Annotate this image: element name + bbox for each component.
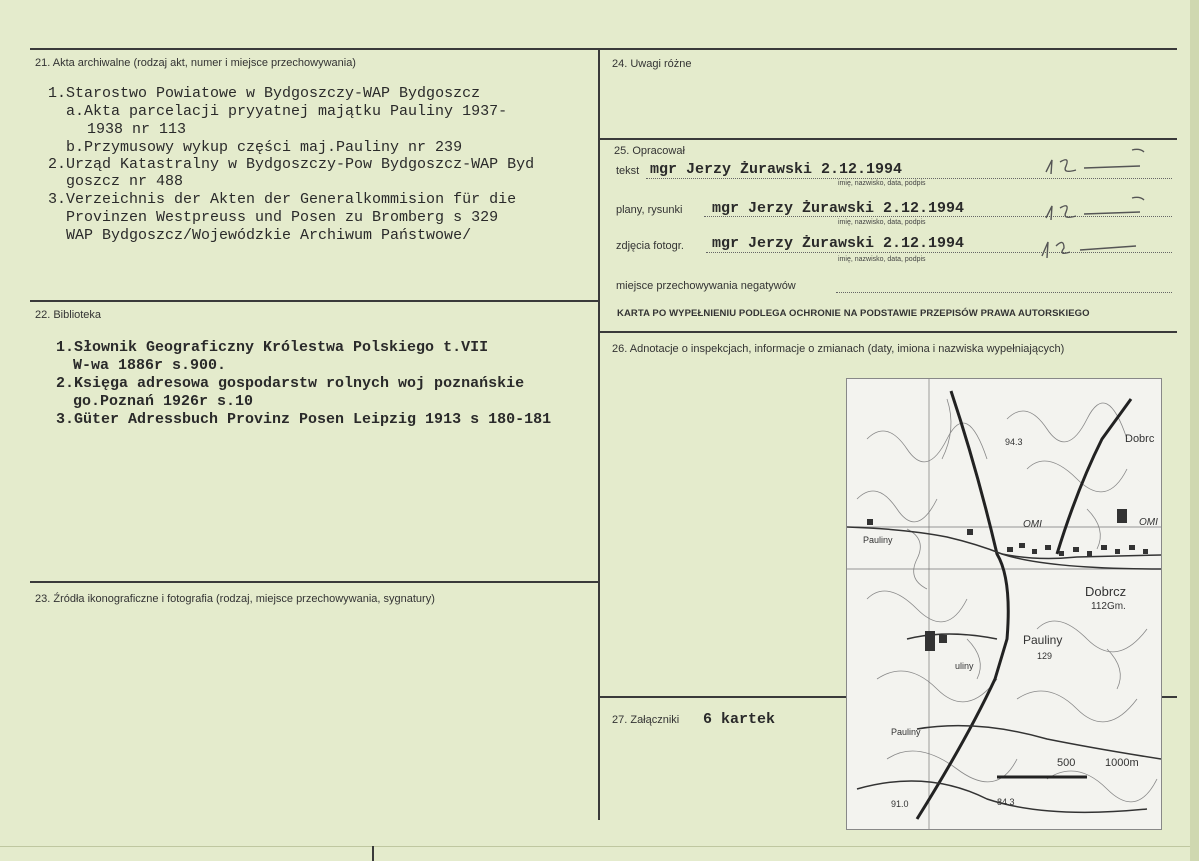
map-label-uliny: uliny bbox=[955, 661, 974, 671]
section-23-label: 23. Źródła ikonograficzne i fotografia (rodzaj, miejsce przechowywania, sygnatury) bbox=[35, 593, 435, 605]
section-21-line-5: 2.Urząd Katastralny w Bydgoszczy-Pow Bydgoszcz-WAP Byd bbox=[48, 156, 535, 173]
map-label-elev-943: 94.3 bbox=[1005, 437, 1023, 447]
zdjecia-value: mgr Jerzy Żurawski 2.12.1994 bbox=[712, 235, 965, 252]
map-label-elev-129: 129 bbox=[1037, 651, 1053, 661]
section-27-value: 6 kartek bbox=[703, 711, 776, 728]
section-21-label: 21. Akta archiwalne (rodzaj akt, numer i miejsce przechowywania) bbox=[35, 57, 356, 69]
map-label-scale-1000: 1000m bbox=[1105, 757, 1139, 769]
map-label-pauliny-bottom: Pauliny bbox=[891, 727, 921, 737]
section-25-label: 25. Opracował bbox=[614, 145, 685, 157]
section-22-label: 22. Biblioteka bbox=[35, 309, 102, 321]
zdjecia-sub: imię, nazwisko, data, podpis bbox=[838, 256, 926, 263]
bottom-tick bbox=[372, 846, 374, 861]
top-rule bbox=[30, 48, 1177, 50]
signature-2 bbox=[1040, 190, 1150, 224]
right-divider-26 bbox=[600, 331, 1177, 333]
section-22-line-4: go.Poznań 1926r s.10 bbox=[73, 393, 254, 410]
map-label-elev-910: 91.0 bbox=[891, 799, 909, 809]
section-22-line-5: 3.Güter Adressbuch Provinz Posen Leipzig 1913 s 180-181 bbox=[56, 411, 552, 428]
section-24-label: 24. Uwagi różne bbox=[612, 58, 692, 70]
section-21-line-3: 1938 nr 113 bbox=[87, 121, 187, 138]
map-label-dobrcz: Dobrcz bbox=[1085, 584, 1127, 599]
section-27-label: 27. Załączniki bbox=[612, 714, 680, 726]
right-divider-25 bbox=[600, 138, 1177, 140]
center-divider bbox=[598, 48, 600, 820]
map-label-pauliny-west: Pauliny bbox=[863, 535, 893, 545]
tekst-dotline bbox=[646, 178, 1172, 179]
section-21-line-8: Provinzen Westpreuss und Posen zu Bromberg s 329 bbox=[66, 209, 499, 226]
map-label-dobrc-top: Dobrc bbox=[1125, 433, 1155, 445]
tekst-sub: imię, nazwisko, data, podpis bbox=[838, 180, 926, 187]
section-22-line-1: 1.Słownik Geograficzny Królestwa Polskiego t.VII bbox=[56, 339, 489, 356]
section-26-label: 26. Adnotacje o inspekcjach, informacje o zmianach (daty, imiona i nazwiska wypełniających) bbox=[612, 343, 1065, 355]
map-fragment bbox=[846, 378, 1162, 830]
signature-3 bbox=[1036, 226, 1146, 262]
section-21-line-1: 1.Starostwo Powiatowe w Bydgoszczy-WAP Bydgoszcz bbox=[48, 85, 481, 102]
plany-value: mgr Jerzy Żurawski 2.12.1994 bbox=[712, 200, 965, 217]
left-divider-22 bbox=[30, 300, 598, 302]
map-label-elev-843: 84.3 bbox=[997, 797, 1015, 807]
zdjecia-prefix: zdjęcia fotogr. bbox=[616, 240, 684, 252]
plany-prefix: plany, rysunki bbox=[616, 204, 683, 216]
copyright-notice: KARTA PO WYPEŁNIENIU PODLEGA OCHRONIE NA PODSTAWIE PRZEPISÓW PRAWA AUTORSKIEGO bbox=[617, 308, 1090, 319]
plany-sub: imię, nazwisko, data, podpis bbox=[838, 219, 926, 226]
map-label-omi: OMI bbox=[1023, 519, 1042, 530]
section-21-line-6: goszcz nr 488 bbox=[66, 173, 184, 190]
map-label-gm: 112Gm. bbox=[1091, 601, 1126, 612]
left-divider-23 bbox=[30, 581, 598, 583]
tekst-prefix: tekst bbox=[616, 165, 640, 177]
section-21-line-9: WAP Bydgoszcz/Wojewódzkie Archiwum Państwowe/ bbox=[66, 227, 472, 244]
map-label-omi-right: OMI bbox=[1139, 517, 1158, 528]
section-22-line-3: 2.Księga adresowa gospodarstw rolnych woj poznańskie bbox=[56, 375, 525, 392]
bottom-fold bbox=[0, 846, 1199, 847]
right-edge-shadow bbox=[1190, 0, 1199, 861]
section-22-line-2: W-wa 1886r s.900. bbox=[73, 357, 227, 374]
negatives-dotline bbox=[836, 292, 1172, 293]
tekst-value: mgr Jerzy Żurawski 2.12.1994 bbox=[650, 161, 903, 178]
signature-1 bbox=[1040, 142, 1150, 178]
section-21-line-4: b.Przymusowy wykup części maj.Pauliny nr 239 bbox=[66, 139, 463, 156]
map-label-pauliny-center: Pauliny bbox=[1023, 633, 1063, 647]
map-label-scale-500: 500 bbox=[1057, 757, 1076, 769]
negatives-label: miejsce przechowywania negatywów bbox=[616, 280, 796, 292]
section-21-line-7: 3.Verzeichnis der Akten der Generalkommision für die bbox=[48, 191, 517, 208]
section-21-line-2: a.Akta parcelacji pryyatnej majątku Pauliny 1937- bbox=[66, 103, 508, 120]
